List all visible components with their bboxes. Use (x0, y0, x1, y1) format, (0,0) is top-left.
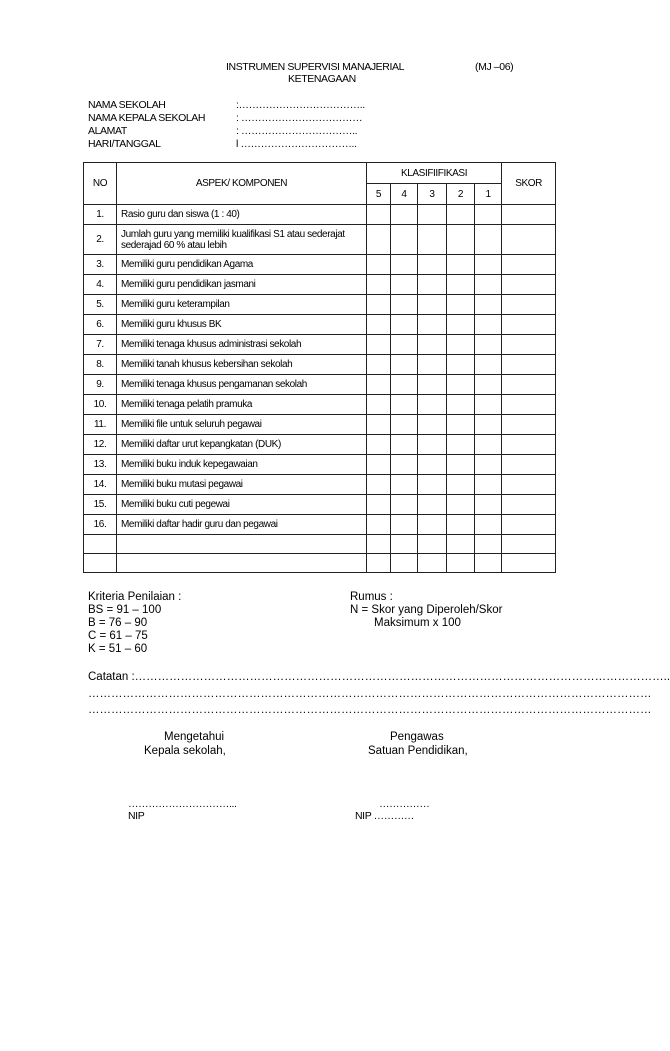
document-title: INSTRUMEN SUPERVISI MANAJERIAL (226, 61, 405, 73)
table-row-empty (84, 535, 556, 554)
signature-left-name-line[interactable]: …………………………... (128, 798, 237, 810)
score-cell[interactable] (447, 205, 475, 225)
score-cell[interactable] (391, 455, 418, 475)
table-row (84, 455, 556, 475)
score-cell[interactable] (447, 515, 475, 535)
criteria-bs: BS = 91 – 100 (88, 604, 162, 616)
empty-cell[interactable] (447, 554, 475, 573)
empty-cell[interactable] (475, 535, 502, 554)
score-cell[interactable] (418, 475, 447, 495)
score-cell[interactable] (367, 315, 391, 335)
score-cell[interactable] (367, 435, 391, 455)
score-cell[interactable] (418, 315, 447, 335)
score-cell[interactable] (418, 295, 447, 315)
criteria-b: B = 76 – 90 (88, 617, 148, 629)
score-cell[interactable] (447, 375, 475, 395)
skor-cell[interactable] (502, 205, 556, 225)
skor-cell[interactable] (502, 255, 556, 275)
score-cell[interactable] (447, 225, 475, 255)
row-number: 12. (84, 435, 117, 455)
document-subtitle: KETENAGAAN (288, 73, 356, 85)
score-cell[interactable] (447, 495, 475, 515)
score-cell[interactable] (367, 295, 391, 315)
score-cell[interactable] (475, 475, 502, 495)
signature-right-name-line[interactable]: …………… (379, 798, 430, 810)
supervision-table (83, 162, 556, 573)
score-cell[interactable] (447, 475, 475, 495)
formula-line-1: N = Skor yang Diperoleh/Skor (350, 604, 503, 616)
score-cell[interactable] (391, 395, 418, 415)
table-row (84, 515, 556, 535)
score-cell[interactable] (475, 335, 502, 355)
score-cell[interactable] (418, 375, 447, 395)
score-cell[interactable] (447, 315, 475, 335)
scale-3: 3 (418, 184, 447, 205)
score-cell[interactable] (391, 295, 418, 315)
header-klasifikasi: KLASIFIIFIKASI (367, 163, 502, 184)
scale-2: 2 (447, 184, 475, 205)
info-value-nama-sekolah[interactable]: :……………………………….. (236, 99, 365, 111)
row-aspect: Memiliki guru keterampilan (117, 295, 367, 315)
info-label-alamat: ALAMAT (88, 125, 127, 137)
skor-cell[interactable] (502, 375, 556, 395)
table-row (84, 205, 556, 225)
skor-cell[interactable] (502, 395, 556, 415)
table-row (84, 395, 556, 415)
row-number: 5. (84, 295, 117, 315)
score-cell[interactable] (418, 335, 447, 355)
criteria-title: Kriteria Penilaian : (88, 591, 182, 603)
score-cell[interactable] (367, 375, 391, 395)
info-value-hari-tanggal[interactable]: l …………………………….. (236, 138, 357, 150)
row-number: 6. (84, 315, 117, 335)
score-cell[interactable] (367, 495, 391, 515)
score-cell[interactable] (391, 415, 418, 435)
score-cell[interactable] (367, 475, 391, 495)
score-cell[interactable] (447, 435, 475, 455)
score-cell[interactable] (367, 515, 391, 535)
score-cell[interactable] (391, 495, 418, 515)
signature-right-role: Satuan Pendidikan, (368, 745, 468, 757)
score-cell[interactable] (367, 275, 391, 295)
table-row (84, 375, 556, 395)
skor-cell[interactable] (502, 225, 556, 255)
signature-right-heading: Pengawas (390, 731, 444, 743)
notes-line-2[interactable]: ………………………………………………………………………………………………………………………………… (88, 688, 652, 700)
empty-cell[interactable] (367, 535, 391, 554)
empty-cell[interactable] (117, 554, 367, 573)
row-number: 8. (84, 355, 117, 375)
score-cell[interactable] (475, 355, 502, 375)
row-number: 16. (84, 515, 117, 535)
table-row (84, 435, 556, 455)
score-cell[interactable] (391, 255, 418, 275)
table-row (84, 275, 556, 295)
info-label-hari-tanggal: HARI/TANGGAL (88, 138, 161, 150)
score-cell[interactable] (475, 455, 502, 475)
score-cell[interactable] (391, 355, 418, 375)
skor-cell[interactable] (502, 515, 556, 535)
notes-line-1[interactable]: Catatan :………………………………………………………………………………………………………………………….. (88, 671, 670, 683)
score-cell[interactable] (475, 255, 502, 275)
skor-cell[interactable] (502, 415, 556, 435)
empty-cell[interactable] (391, 535, 418, 554)
scale-1: 1 (475, 184, 502, 205)
score-cell[interactable] (475, 395, 502, 415)
empty-cell[interactable] (117, 535, 367, 554)
skor-cell[interactable] (502, 495, 556, 515)
form-code: (MJ –06) (475, 61, 514, 73)
row-aspect: Rasio guru dan siswa (1 : 40) (117, 205, 367, 225)
score-cell[interactable] (418, 515, 447, 535)
row-aspect: Memiliki daftar hadir guru dan pegawai (117, 515, 367, 535)
row-aspect: Memiliki tanah khusus kebersihan sekolah (117, 355, 367, 375)
score-cell[interactable] (367, 395, 391, 415)
row-number: 13. (84, 455, 117, 475)
row-aspect: Jumlah guru yang memiliki kualifikasi S1 atau sederajat sederajad 60 % atau lebih (117, 225, 367, 255)
table-row (84, 255, 556, 275)
score-cell[interactable] (391, 275, 418, 295)
skor-cell[interactable] (502, 355, 556, 375)
row-aspect: Memiliki guru pendidikan Agama (117, 255, 367, 275)
empty-cell[interactable] (84, 554, 117, 573)
score-cell[interactable] (418, 205, 447, 225)
skor-cell[interactable] (502, 315, 556, 335)
empty-cell[interactable] (391, 554, 418, 573)
table-row (84, 495, 556, 515)
notes-line-3[interactable]: ………………………………………………………………………………………………………………………………… (88, 704, 652, 716)
score-cell[interactable] (447, 255, 475, 275)
score-cell[interactable] (447, 295, 475, 315)
skor-cell[interactable] (502, 435, 556, 455)
score-cell[interactable] (447, 395, 475, 415)
row-aspect: Memiliki file untuk seluruh pegawai (117, 415, 367, 435)
formula-title: Rumus : (350, 591, 393, 603)
scale-5: 5 (367, 184, 391, 205)
score-cell[interactable] (367, 455, 391, 475)
score-cell[interactable] (447, 455, 475, 475)
row-aspect: Memiliki tenaga khusus pengamanan sekolah (117, 375, 367, 395)
score-cell[interactable] (447, 275, 475, 295)
score-cell[interactable] (475, 515, 502, 535)
row-aspect: Memiliki tenaga pelatih pramuka (117, 395, 367, 415)
score-cell[interactable] (418, 455, 447, 475)
score-cell[interactable] (475, 205, 502, 225)
empty-cell[interactable] (475, 554, 502, 573)
score-cell[interactable] (418, 435, 447, 455)
row-aspect: Memiliki buku cuti pegewai (117, 495, 367, 515)
score-cell[interactable] (391, 515, 418, 535)
score-cell[interactable] (391, 375, 418, 395)
signature-right-nip: NIP ………… (355, 810, 415, 822)
table-row (84, 415, 556, 435)
row-aspect: Memiliki guru pendidikan jasmani (117, 275, 367, 295)
info-value-alamat[interactable]: : …………………………….. (236, 125, 358, 137)
row-aspect: Memiliki tenaga khusus administrasi sekolah (117, 335, 367, 355)
score-cell[interactable] (447, 415, 475, 435)
score-cell[interactable] (367, 335, 391, 355)
row-aspect: Memiliki buku mutasi pegawai (117, 475, 367, 495)
score-cell[interactable] (391, 475, 418, 495)
score-cell[interactable] (367, 205, 391, 225)
score-cell[interactable] (367, 415, 391, 435)
table-row (84, 315, 556, 335)
score-cell[interactable] (367, 355, 391, 375)
row-number: 9. (84, 375, 117, 395)
row-number: 1. (84, 205, 117, 225)
score-cell[interactable] (447, 335, 475, 355)
skor-cell[interactable] (502, 295, 556, 315)
score-cell[interactable] (418, 255, 447, 275)
row-number: 11. (84, 415, 117, 435)
score-cell[interactable] (391, 205, 418, 225)
formula-line-2: Maksimum x 100 (374, 617, 461, 629)
score-cell[interactable] (418, 355, 447, 375)
empty-cell[interactable] (418, 554, 447, 573)
row-number: 3. (84, 255, 117, 275)
table-row (84, 225, 556, 255)
header-skor: SKOR (502, 163, 556, 205)
score-cell[interactable] (391, 315, 418, 335)
header-no: NO (84, 163, 117, 205)
empty-cell[interactable] (367, 554, 391, 573)
signature-left-heading: Mengetahui (164, 731, 225, 743)
table-row (84, 475, 556, 495)
row-number: 4. (84, 275, 117, 295)
criteria-c: C = 61 – 75 (88, 630, 148, 642)
row-number: 15. (84, 495, 117, 515)
score-cell[interactable] (367, 255, 391, 275)
info-label-nama-sekolah: NAMA SEKOLAH (88, 99, 166, 111)
table-row-empty (84, 554, 556, 573)
score-cell[interactable] (418, 415, 447, 435)
score-cell[interactable] (475, 375, 502, 395)
row-number: 10. (84, 395, 117, 415)
empty-cell[interactable] (447, 535, 475, 554)
score-cell[interactable] (475, 415, 502, 435)
score-cell[interactable] (475, 275, 502, 295)
row-aspect: Memiliki daftar urut kepangkatan (DUK) (117, 435, 367, 455)
scale-4: 4 (391, 184, 418, 205)
row-number: 14. (84, 475, 117, 495)
score-cell[interactable] (418, 495, 447, 515)
score-cell[interactable] (418, 395, 447, 415)
score-cell[interactable] (475, 225, 502, 255)
row-aspect: Memiliki guru khusus BK (117, 315, 367, 335)
skor-cell[interactable] (502, 275, 556, 295)
table-row (84, 335, 556, 355)
empty-cell[interactable] (418, 535, 447, 554)
table-row (84, 355, 556, 375)
score-cell[interactable] (475, 495, 502, 515)
score-cell[interactable] (418, 225, 447, 255)
score-cell[interactable] (391, 335, 418, 355)
empty-cell[interactable] (502, 535, 556, 554)
row-number: 2. (84, 225, 117, 255)
header-aspek: ASPEK/ KOMPONEN (117, 163, 367, 205)
row-number: 7. (84, 335, 117, 355)
score-cell[interactable] (367, 225, 391, 255)
score-cell[interactable] (391, 225, 418, 255)
skor-cell[interactable] (502, 455, 556, 475)
empty-cell[interactable] (502, 554, 556, 573)
score-cell[interactable] (475, 435, 502, 455)
score-cell[interactable] (475, 315, 502, 335)
signature-left-nip: NIP (128, 810, 145, 822)
score-cell[interactable] (391, 435, 418, 455)
info-label-nama-kepala-sekolah: NAMA KEPALA SEKOLAH (88, 112, 206, 124)
criteria-k: K = 51 – 60 (88, 643, 148, 655)
row-aspect: Memiliki buku induk kepegawaian (117, 455, 367, 475)
score-cell[interactable] (475, 295, 502, 315)
score-cell[interactable] (418, 275, 447, 295)
empty-cell[interactable] (84, 535, 117, 554)
skor-cell[interactable] (502, 475, 556, 495)
table-row (84, 295, 556, 315)
skor-cell[interactable] (502, 335, 556, 355)
score-cell[interactable] (447, 355, 475, 375)
signature-left-role: Kepala sekolah, (144, 745, 226, 757)
info-value-nama-kepala-sekolah[interactable]: : ……………………………… (236, 112, 363, 124)
